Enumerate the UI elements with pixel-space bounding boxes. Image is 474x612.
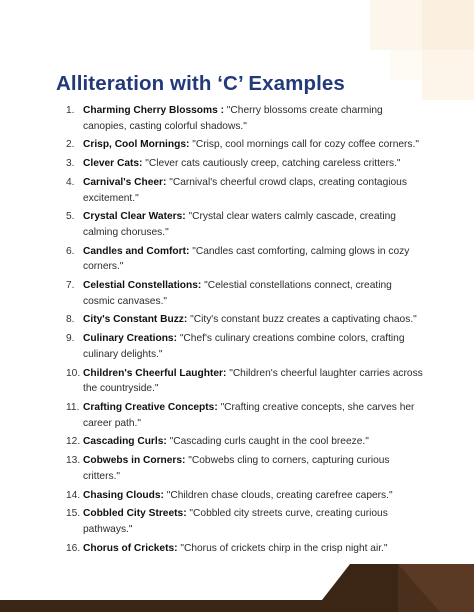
list-item [66,137,426,153]
item-quote: "Clever cats cautiously creep, catching careless critters." [142,158,401,170]
list-item [66,156,426,172]
item-quote: "Cascading curls caught in the cool breeze." [166,436,369,448]
item-quote: "Cobwebs cling to corners, capturing curious critters." [83,455,390,482]
item-quote: "Celestial constellations connect, creating cosmic canvases." [83,280,392,307]
item-quote: "Carnival's cheerful crowd claps, creating contagious excitement." [83,176,407,204]
item-quote: "Crystal clear waters calmly cascade, creating calming choruses." [83,211,396,238]
item-term: Crafting Creative Concepts: [83,401,218,413]
item-number: 2. [66,139,75,151]
item-body [83,400,426,431]
item-quote: "City's constant buzz creates a captivating chaos." [187,314,417,326]
item-body [83,244,426,275]
example-list [66,103,426,559]
item-number: 4. [66,176,75,188]
item-term: Culinary Creations: [83,333,177,345]
item-term: City's Constant Buzz: [83,314,188,326]
item-number: 9. [66,333,75,345]
item-body [83,453,426,484]
item-quote: "Crisp, cool mornings call for cozy coffee corners." [189,139,419,151]
item-quote: "Chef's culinary creations combine colors, crafting culinary delights." [83,333,405,360]
item-quote: "Children chase clouds, creating carefree capers." [163,489,393,501]
item-quote: "Chorus of crickets chirp in the crisp night air." [177,542,388,554]
list-item [66,103,426,134]
item-body [83,488,426,504]
item-number: 10. [66,367,81,379]
item-number: 5. [66,211,75,223]
item-number: 6. [66,245,75,257]
item-body [83,156,426,172]
item-number: 11. [66,401,80,413]
corner-decoration-top [370,0,474,100]
list-item [66,506,426,537]
item-quote: "Candles cast comforting, calming glows in cozy corners." [83,245,410,273]
item-term: Celestial Constellations: [83,280,202,292]
item-body [83,103,426,134]
item-body [83,506,426,537]
item-number: 7. [66,280,75,292]
list-item [66,278,426,309]
list-item [66,175,426,206]
item-term: Chorus of Crickets: [83,542,178,554]
item-number: 12. [66,436,81,448]
list-item [66,488,426,504]
item-number: 3. [66,158,75,170]
item-quote: "Cherry blossoms create charming canopies, casting colorful shadows." [83,105,383,132]
list-item [66,366,426,397]
item-number: 1. [66,105,75,116]
item-body [83,175,426,206]
list-item [66,331,426,362]
item-term: Cascading Curls: [83,436,167,448]
item-term: Crystal Clear Waters: [83,211,186,223]
list-item [66,400,426,431]
item-term: Candles and Comfort: [83,245,190,257]
item-quote: "Children's cheerful laughter carries across the countryside." [83,367,423,395]
item-body [83,366,426,397]
item-term: Carnival's Cheer: [83,176,167,188]
item-term: Clever Cats: [83,158,143,170]
item-term: Cobwebs in Corners: [83,455,186,467]
item-body [83,312,426,328]
item-body [83,434,426,450]
item-body [83,209,426,240]
item-term: Charming Cherry Blossoms : [83,105,224,116]
item-term: Chasing Clouds: [83,489,164,501]
list-item [66,312,426,328]
list-item [66,541,426,557]
item-term: Crisp, Cool Mornings: [83,139,190,151]
item-number: 14. [66,489,81,501]
item-term: Cobbled City Streets: [83,508,187,520]
item-term: Children's Cheerful Laughter: [83,367,227,379]
item-quote: "Crafting creative concepts, she carves her career path." [83,401,415,429]
item-number: 13. [66,455,81,467]
item-body [83,541,426,557]
item-number: 8. [66,314,75,326]
item-body [83,278,426,309]
item-number: 16. [66,542,81,554]
item-body [83,331,426,362]
list-item [66,244,426,275]
list-item [66,434,426,450]
list-item [66,453,426,484]
item-body [83,137,426,153]
list-item [66,209,426,240]
page-title: Alliteration with ‘C’ Examples [56,72,345,95]
item-quote: "Cobbled city streets curve, creating curious pathways." [83,508,388,535]
item-number: 15. [66,508,81,520]
